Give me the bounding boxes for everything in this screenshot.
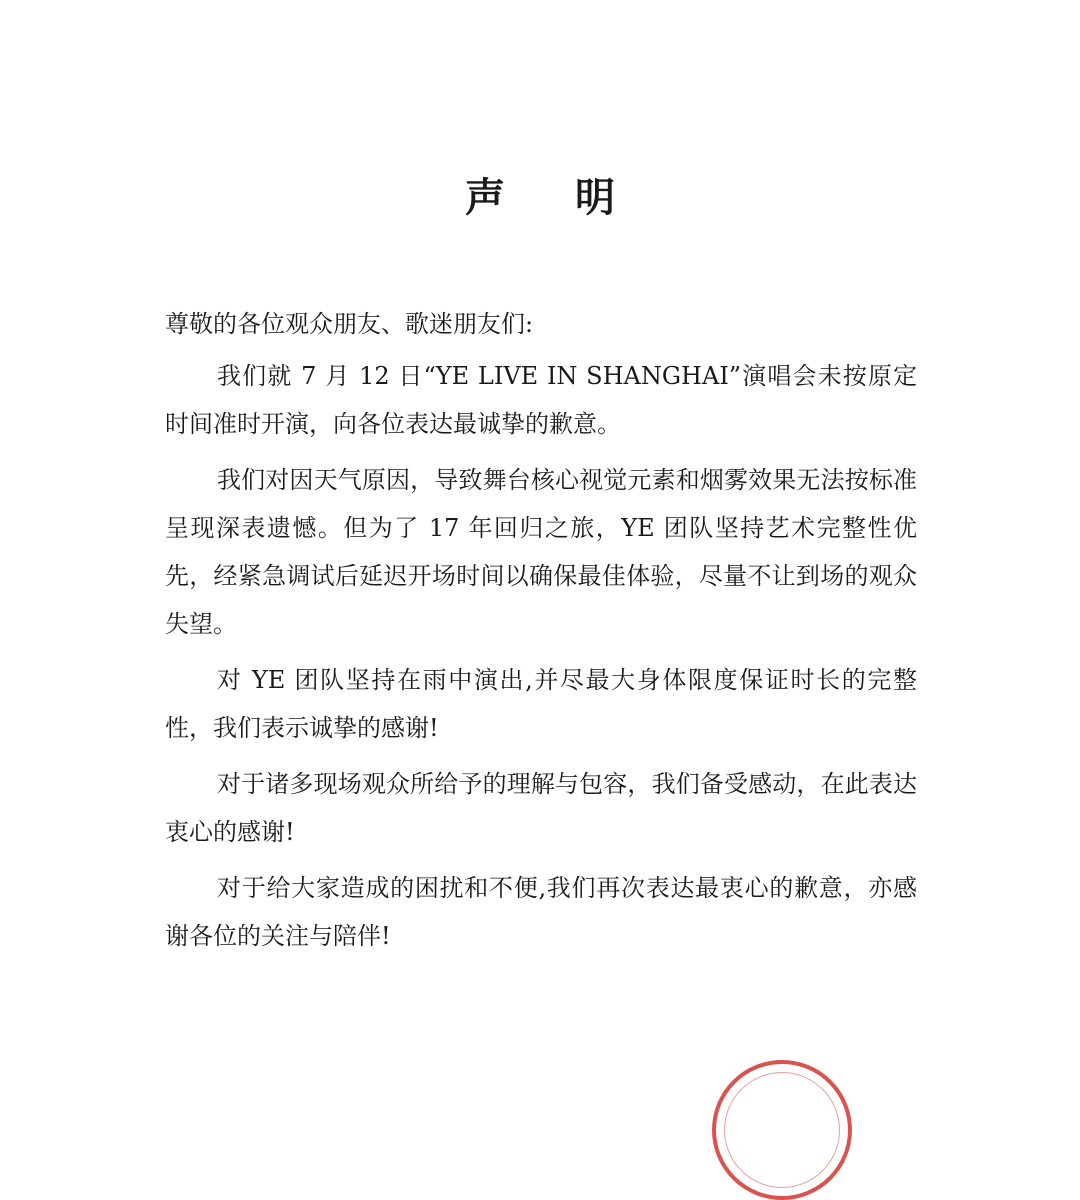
official-seal-icon [712, 1060, 852, 1200]
salutation: 尊敬的各位观众朋友、歌迷朋友们: [165, 310, 534, 338]
paragraph-weather-regret: 我们对因天气原因，导致舞台核心视觉元素和烟雾效果无法按标准呈现深表遗憾。但为了 17 年回归之旅，YE 团队坚持艺术完整性优先，经紧急调试后延迟开场时间以确保最佳体验，尽量不让到场的观众失望。 [165, 466, 917, 638]
paragraph-thanks-team: 对 YE 团队坚持在雨中演出,并尽最大身体限度保证时长的完整性，我们表示诚挚的感谢! [165, 666, 917, 742]
document-title: 声 明 [465, 175, 643, 221]
seal-inner-ring [724, 1072, 840, 1188]
document-body [165, 300, 917, 968]
paragraph-thanks-audience: 对于诸多现场观众所给予的理解与包容，我们备受感动，在此表达衷心的感谢! [165, 770, 917, 846]
paragraph-apology-delay: 我们就 7 月 12 日“YE LIVE IN SHANGHAI”演唱会未按原定时间准时开演，向各位表达最诚挚的歉意。 [165, 362, 917, 438]
paragraph-final-apology: 对于给大家造成的困扰和不便,我们再次表达最衷心的歉意，亦感谢各位的关注与陪伴! [165, 874, 917, 950]
